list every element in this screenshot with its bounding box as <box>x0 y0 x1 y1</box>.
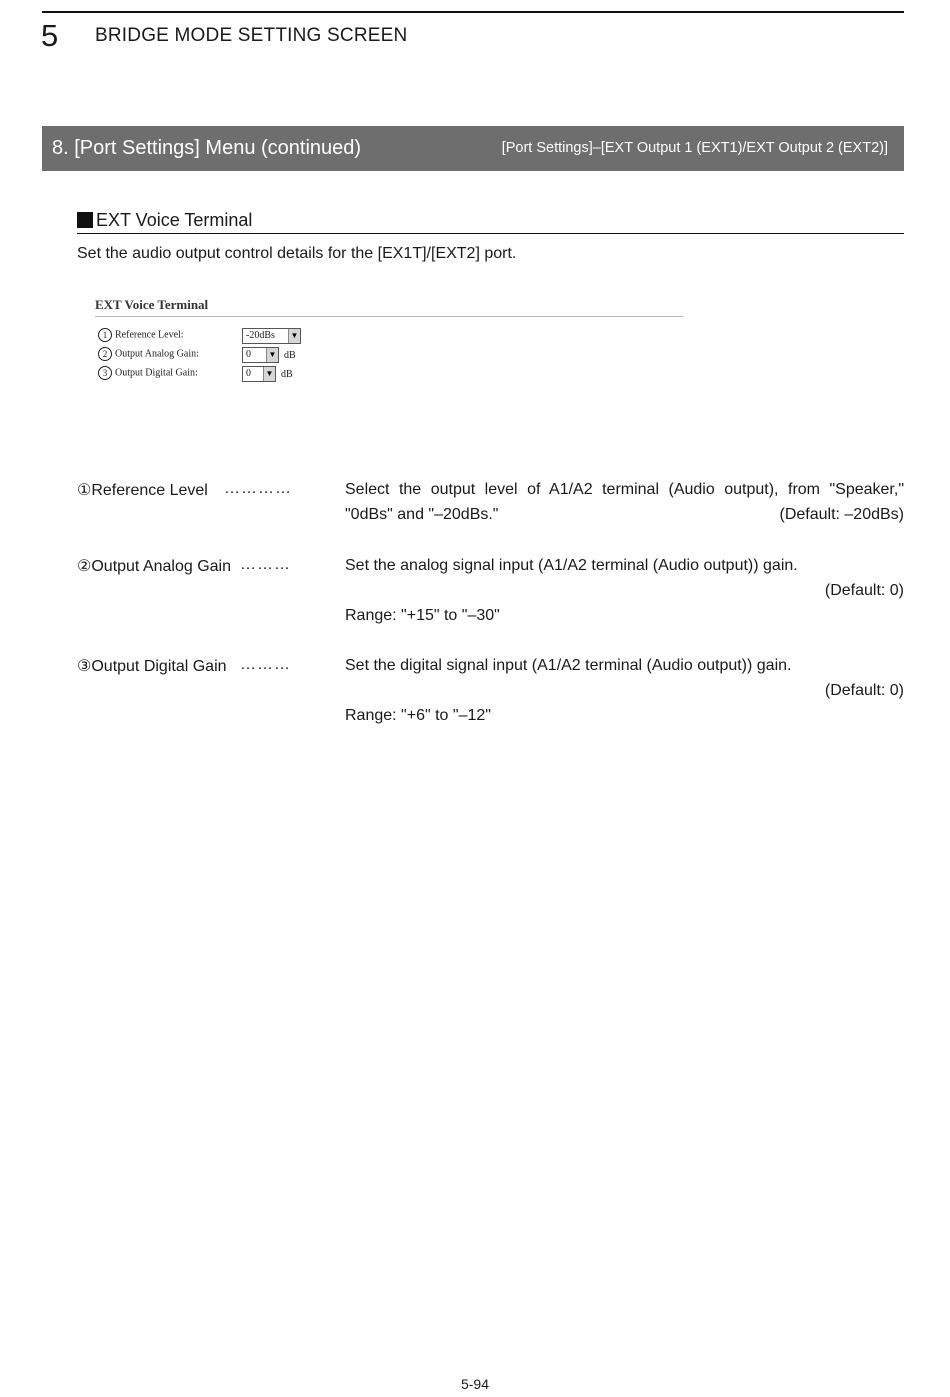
header-rule <box>42 11 904 13</box>
square-bullet-icon <box>77 212 93 228</box>
output-digital-gain-label: Output Digital Gain: <box>115 367 198 379</box>
reference-level-desc-line2: "0dBs" and "–20dBs." <box>345 506 499 523</box>
output-digital-gain-leader: ……… <box>240 656 291 673</box>
output-analog-gain-value: 0 <box>246 349 251 360</box>
output-digital-gain-row <box>98 366 198 384</box>
output-digital-gain-select[interactable] <box>242 366 276 382</box>
output-analog-gain-select[interactable] <box>242 347 279 363</box>
output-digital-gain-range: Range: "+6" to "–12" <box>345 707 491 724</box>
chapter-title: BRIDGE MODE SETTING SCREEN <box>95 25 408 46</box>
output-digital-gain-value: 0 <box>246 368 251 379</box>
reference-level-row <box>98 328 184 346</box>
banner-title: 8. [Port Settings] Menu (continued) <box>52 137 362 159</box>
section-title: EXT Voice Terminal <box>96 210 253 230</box>
output-analog-gain-unit: dB <box>284 350 296 361</box>
menu-banner <box>42 126 904 171</box>
number-3-icon: 3 <box>98 366 112 380</box>
chevron-down-icon[interactable]: ▼ <box>288 329 300 343</box>
output-analog-gain-range: Range: "+15" to "–30" <box>345 607 500 624</box>
reference-level-default: (Default: –20dBs) <box>779 506 904 523</box>
reference-level-select[interactable] <box>242 328 301 344</box>
output-digital-gain-default: (Default: 0) <box>824 682 904 699</box>
output-digital-gain-term: ③Output Digital Gain <box>77 658 227 675</box>
number-1-icon: 1 <box>98 328 112 342</box>
output-digital-gain-desc: Set the digital signal input (A1/A2 terminal (Audio output)) gain. <box>345 657 792 674</box>
ext-voice-terminal-panel <box>95 296 683 386</box>
reference-level-desc-line1: Select the output level of A1/A2 terminal (Audio output), from "Speaker," <box>345 481 904 498</box>
number-2-icon: 2 <box>98 347 112 361</box>
chevron-down-icon[interactable]: ▼ <box>263 367 275 381</box>
section-heading <box>77 210 904 234</box>
section-intro: Set the audio output control details for the [EX1T]/[EXT2] port. <box>77 245 517 262</box>
output-analog-gain-desc: Set the analog signal input (A1/A2 terminal (Audio output)) gain. <box>345 557 798 574</box>
output-analog-gain-leader: ……… <box>240 556 291 573</box>
reference-level-value: -20dBs <box>246 330 275 341</box>
chapter-number: 5 <box>41 18 59 53</box>
banner-path: [Port Settings]–[EXT Output 1 (EXT1)/EXT Output 2 (EXT2)] <box>501 140 888 156</box>
panel-divider <box>95 316 683 317</box>
reference-level-term: ①Reference Level <box>77 482 208 499</box>
output-digital-gain-unit: dB <box>281 369 293 380</box>
panel-title: EXT Voice Terminal <box>95 297 209 312</box>
page-number: 5-94 <box>460 1376 490 1392</box>
output-analog-gain-default: (Default: 0) <box>824 582 904 599</box>
output-analog-gain-label: Output Analog Gain: <box>115 348 199 360</box>
output-analog-gain-row <box>98 347 199 365</box>
reference-level-label: Reference Level: <box>115 329 184 341</box>
output-analog-gain-term: ②Output Analog Gain <box>77 558 231 575</box>
chevron-down-icon[interactable]: ▼ <box>266 348 278 362</box>
reference-level-leader: ………… <box>224 480 292 497</box>
